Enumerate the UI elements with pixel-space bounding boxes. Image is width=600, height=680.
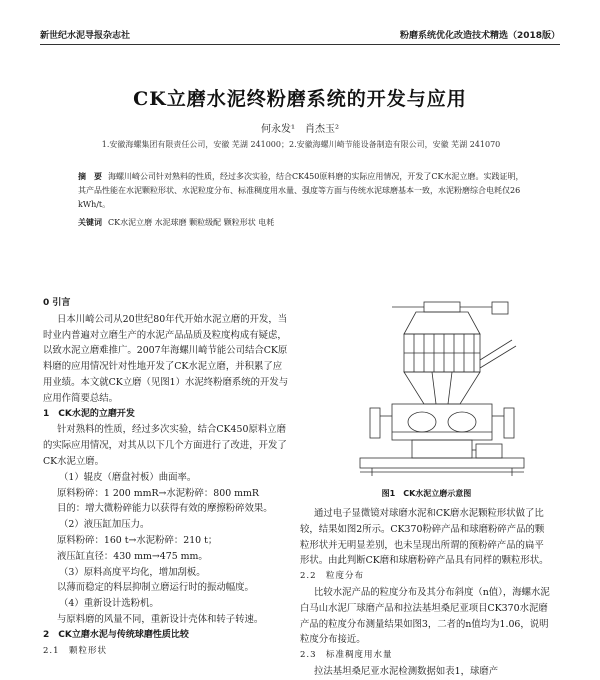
keywords-text: CK水泥立磨 水泥球磨 颗粒级配 颗粒形状 电耗 [108, 218, 275, 227]
header-journal: 新世纪水泥导报杂志社 [40, 31, 131, 41]
vertical-mill-diagram-icon [352, 300, 532, 478]
paragraph: 液压缸直径：430 mm→475 mm。 [57, 550, 208, 562]
header-collection: 粉磨系统优化改造技术精选（2018版） [399, 31, 560, 41]
paragraph: （1）辊皮（磨盘衬板）曲面率。 [59, 471, 197, 483]
running-header [40, 28, 560, 42]
section-heading: 0 引言 [43, 298, 71, 308]
paragraph: 通过电子显微镜对球磨水泥和CK磨水泥颗粒形状做了比较，结果如图2所示。CK370粉碎产品和球磨粉碎产品的颗粒形状并无明显差别，也未呈现出所谓的预粉碎产品的扁平形状。由此判断CK磨和球磨粉碎产品具有同样的颗粒形状。 [300, 508, 549, 567]
paragraph: （2）液压缸加压力。 [59, 519, 150, 531]
paragraph: 日本川崎公司从20世纪80年代开始水泥立磨的开发，当时业内普遍对立磨生产的水泥产品品质及粒度构成有疑虑，以致水泥立磨难推广。2007年海螺川崎节能公司结合CK原料磨的应用情况针对性地开发了CK水泥立磨，并积累了应用业绩。本文就CK立磨（见图1）水泥终粉磨系统的开发与应用作简要总结。 [43, 313, 289, 404]
paragraph: （3）原料高度平均化，增加刮板。 [59, 566, 206, 578]
paragraph: 目的：增大微粉碎能力以获得有效的摩擦粉碎效果。 [57, 503, 273, 515]
subsection-heading: 2.2 粒度分布 [300, 571, 365, 582]
affiliations: 1.安徽海螺集团有限责任公司，安徽 芜湖 241000；2.安徽海螺川崎节能设备制造有限公司，安徽 芜湖 241070 [101, 140, 501, 149]
figure-caption: 图1 CK水泥立磨示意图 [381, 489, 472, 498]
subsection-heading: 2.1 颗粒形状 [43, 645, 108, 656]
body-left-column [43, 296, 291, 659]
abstract-label: 摘 要 [78, 172, 102, 181]
paragraph: 拉法基坦桑尼亚水泥检测数据如表1，球磨产 [314, 665, 499, 677]
paragraph: （4）重新设计选粉机。 [59, 598, 159, 610]
authors: 何永发¹ 肖杰玉² [260, 124, 340, 135]
subsection-heading: 2.3 标准稠度用水量 [300, 650, 393, 661]
paragraph: 原料粉碎：1 200 mmR→水泥粉碎：800 mmR [57, 487, 259, 499]
keywords-label: 关键词 [78, 218, 102, 227]
paragraph: 比较水泥产品的粒度分布及其分布斜度（n值），海螺水泥白马山水泥厂球磨产品和拉法基坦桑尼亚项目CK370水泥磨产品的粒度分布测量结果如图3，二者的n值均为1.06，说明粒度分布接近。 [300, 586, 550, 646]
abstract-text: 海螺川崎公司针对熟料的性质，经过多次实验，结合CK450原料磨的实际应用情况，开发了CK水泥立磨。实践证明，其产品性能在水泥颗粒形状、水泥粒度分布、标准稠度用水量、强度等方面与传统水泥球磨基本一致，水泥粉磨综合电耗仅26 kWh/t。 [78, 172, 524, 209]
paragraph: 针对熟料的性质，经过多次实验，结合CK450原料立磨的实际应用情况，对其从以下几个方面进行了改进，开发了CK水泥立磨。 [43, 424, 287, 467]
keywords [78, 216, 524, 230]
paragraph: 原料粉碎：160 t→水泥粉碎：210 t； [57, 534, 218, 546]
abstract [78, 170, 524, 212]
paper-title: CK立磨水泥终粉磨系统的开发与应用 [133, 88, 467, 110]
header-rule [40, 44, 560, 45]
body-right-column [300, 506, 553, 680]
section-heading: 2 CK立磨水泥与传统球磨性质比较 [43, 629, 189, 640]
paragraph: 以薄而稳定的料层抑制立磨运行时的振动幅度。 [57, 582, 254, 594]
paragraph: 与原料磨的风量不同，重新设计壳体和转子转速。 [57, 613, 264, 625]
section-heading: 1 CK水泥的立磨开发 [43, 408, 135, 419]
